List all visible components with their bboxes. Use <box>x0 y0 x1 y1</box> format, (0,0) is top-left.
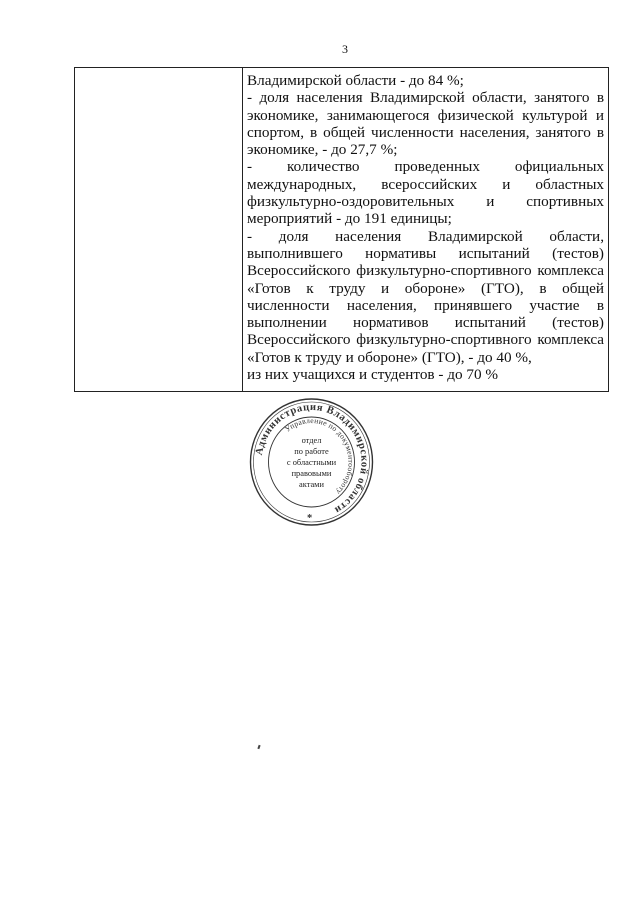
table-cell-left <box>75 68 243 392</box>
seal-center-line-5: актами <box>299 480 324 489</box>
seal-outer-text: Администрация Владимирской области <box>253 401 370 516</box>
paragraph-3: - количество проведенных официальных международных, всероссийских и областных физкультурно-оздоровительных и спортивных мероприятий - до 191 единицы; <box>247 158 604 228</box>
seal-center-line-3: с областными <box>286 458 337 467</box>
content-table <box>74 67 609 392</box>
seal-center-line-1: отдел <box>301 436 322 445</box>
ink-speck <box>257 745 260 749</box>
page-number: 3 <box>342 42 348 56</box>
paragraph-2: - доля населения Владимирской области, занятого в экономике, занимающегося физической культурой и спортом, в общей численности населения, занятого в экономике, - до 27,7 %; <box>247 89 604 159</box>
cell-text <box>243 68 608 383</box>
paragraph-1: Владимирской области - до 84 %; <box>247 72 464 89</box>
paragraph-5: из них учащихся и студентов - до 70 % <box>247 366 498 384</box>
official-seal <box>249 397 374 527</box>
table-row <box>75 68 609 392</box>
paragraph-4: - доля населения Владимирской области, выполнившего нормативы испытаний (тестов) Всероссийского физкультурно-спортивного комплекса «Готов к труду и обороне» (ГТО), в общей численности населения, принявшего участие в выполнении нормативов испытаний (тестов) Всероссийского физкультурно-спортивного комплекса «Готов к труду и обороне» (ГТО), - до 40 %, <box>247 227 604 366</box>
seal-center-line-4: правовыми <box>291 469 332 478</box>
seal-center-line-2: по работе <box>294 447 329 456</box>
seal-inner-text: Управление по документообороту <box>283 415 356 497</box>
seal-star: * <box>307 513 313 524</box>
table-cell-right <box>243 68 609 392</box>
seal-graphic <box>249 397 374 527</box>
